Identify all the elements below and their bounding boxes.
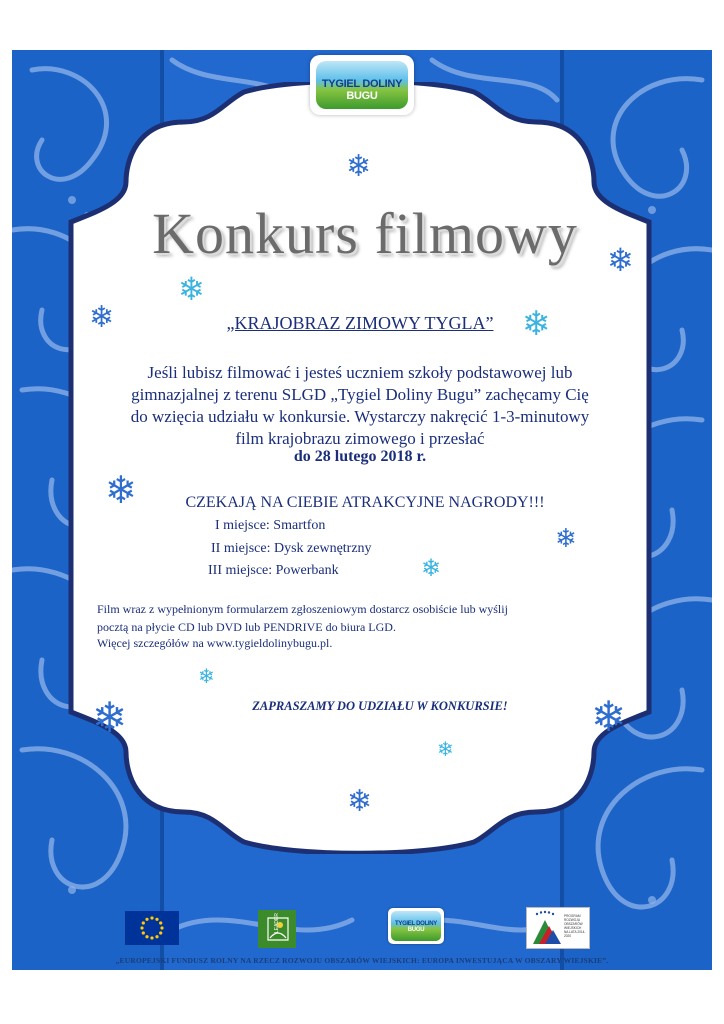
- program-label-line: NA LATA 2014-2020: [564, 930, 586, 938]
- logo-text: [316, 78, 408, 102]
- snowflake-icon: ❄: [555, 524, 577, 553]
- more-info-link-text: Więcej szczegółów na www.tygieldolinybugu.pl.: [97, 636, 333, 650]
- program-rozwoju-logo: [526, 907, 590, 949]
- footer-funding-note: „EUROPEJSKI FUNDUSZ ROLNY NA RZECZ ROZWOJU OBSZARÓW WIEJSKICH: EUROPA INWESTUJĄCA W OBSZARY WIEJSKIE”.: [115, 956, 609, 965]
- program-label-line: WIEJSKICH: [564, 926, 582, 930]
- prize-item: III miejsce: Powerbank: [208, 563, 339, 578]
- snowflake-icon: ❄: [421, 556, 442, 582]
- logo-text-main: TYGIEL DOLINY: [395, 921, 437, 927]
- instructions-paragraph: [97, 600, 637, 636]
- snowflake-icon: ❄: [591, 695, 627, 741]
- logo-text: [391, 921, 441, 933]
- deadline-text: do 28 lutego 2018 r.: [293, 448, 427, 465]
- program-label-line: ROZWOJU: [564, 918, 581, 922]
- logo-landscape: [391, 911, 441, 941]
- snowflake-icon: ❄: [198, 666, 215, 688]
- snowflake-icon: ❄: [522, 306, 551, 343]
- intro-line: film krajobrazu zimowego i przesłać: [235, 429, 485, 448]
- snowflake-icon: ❄: [89, 301, 115, 334]
- logo-text-accent: BUGU: [346, 90, 378, 102]
- logo-text-main: TYGIEL DOLINY: [321, 78, 403, 90]
- snowflake-icon: ❄: [105, 470, 137, 512]
- instructions-line: Film wraz z wypełnionym formularzem zgłoszeniowym dostarcz osobiście lub wyślij: [97, 602, 508, 616]
- prize-item: I miejsce: Smartfon: [215, 518, 326, 533]
- logo-landscape: [316, 61, 408, 109]
- logo-text-accent: BUGU: [407, 927, 425, 933]
- snowflake-icon: ❄: [178, 271, 205, 307]
- instructions-line: pocztą na płycie CD lub DVD lub PENDRIVE do biura LGD.: [97, 620, 396, 634]
- program-label-line: OBSZARÓW: [564, 922, 583, 926]
- tygiel-doliny-bugu-logo-small: [388, 908, 444, 944]
- invitation-text: ZAPRASZAMY DO UDZIAŁU W KONKURSIE!: [252, 699, 508, 713]
- page-title: Konkurs filmowy: [152, 201, 578, 266]
- decorative-frame: [64, 82, 656, 854]
- contest-subtitle: „KRAJOBRAZ ZIMOWY TYGLA”: [226, 313, 494, 333]
- intro-paragraph: [90, 362, 630, 450]
- prizes-heading: CZEKAJĄ NA CIEBIE ATRAKCYJNE NAGRODY!!!: [185, 494, 545, 511]
- leader-label: LEADER: [274, 913, 280, 934]
- snowflake-icon: ❄: [437, 739, 454, 761]
- leader-logo: [258, 910, 296, 948]
- program-label-line: PROGRAM: [564, 914, 581, 918]
- snowflake-icon: ❄: [347, 785, 373, 818]
- snowflake-icon: ❄: [92, 696, 128, 742]
- intro-line: Jeśli lubisz filmować i jesteś uczniem szkoły podstawowej lub: [147, 363, 573, 382]
- tygiel-doliny-bugu-logo: [310, 55, 414, 115]
- intro-line: gimnazjalnej z terenu SLGD „Tygiel Doliny Bugu” zachęcamy Cię: [131, 385, 589, 404]
- snowflake-icon: ❄: [607, 242, 634, 278]
- snowflake-icon: ❄: [346, 150, 372, 183]
- prize-item: II miejsce: Dysk zewnętrzny: [211, 541, 372, 556]
- program-label: [564, 914, 588, 938]
- intro-line: do wzięcia udziału w konkursie. Wystarczy nakręcić 1-3-minutowy: [130, 407, 590, 426]
- eu-flag-icon: [125, 911, 179, 945]
